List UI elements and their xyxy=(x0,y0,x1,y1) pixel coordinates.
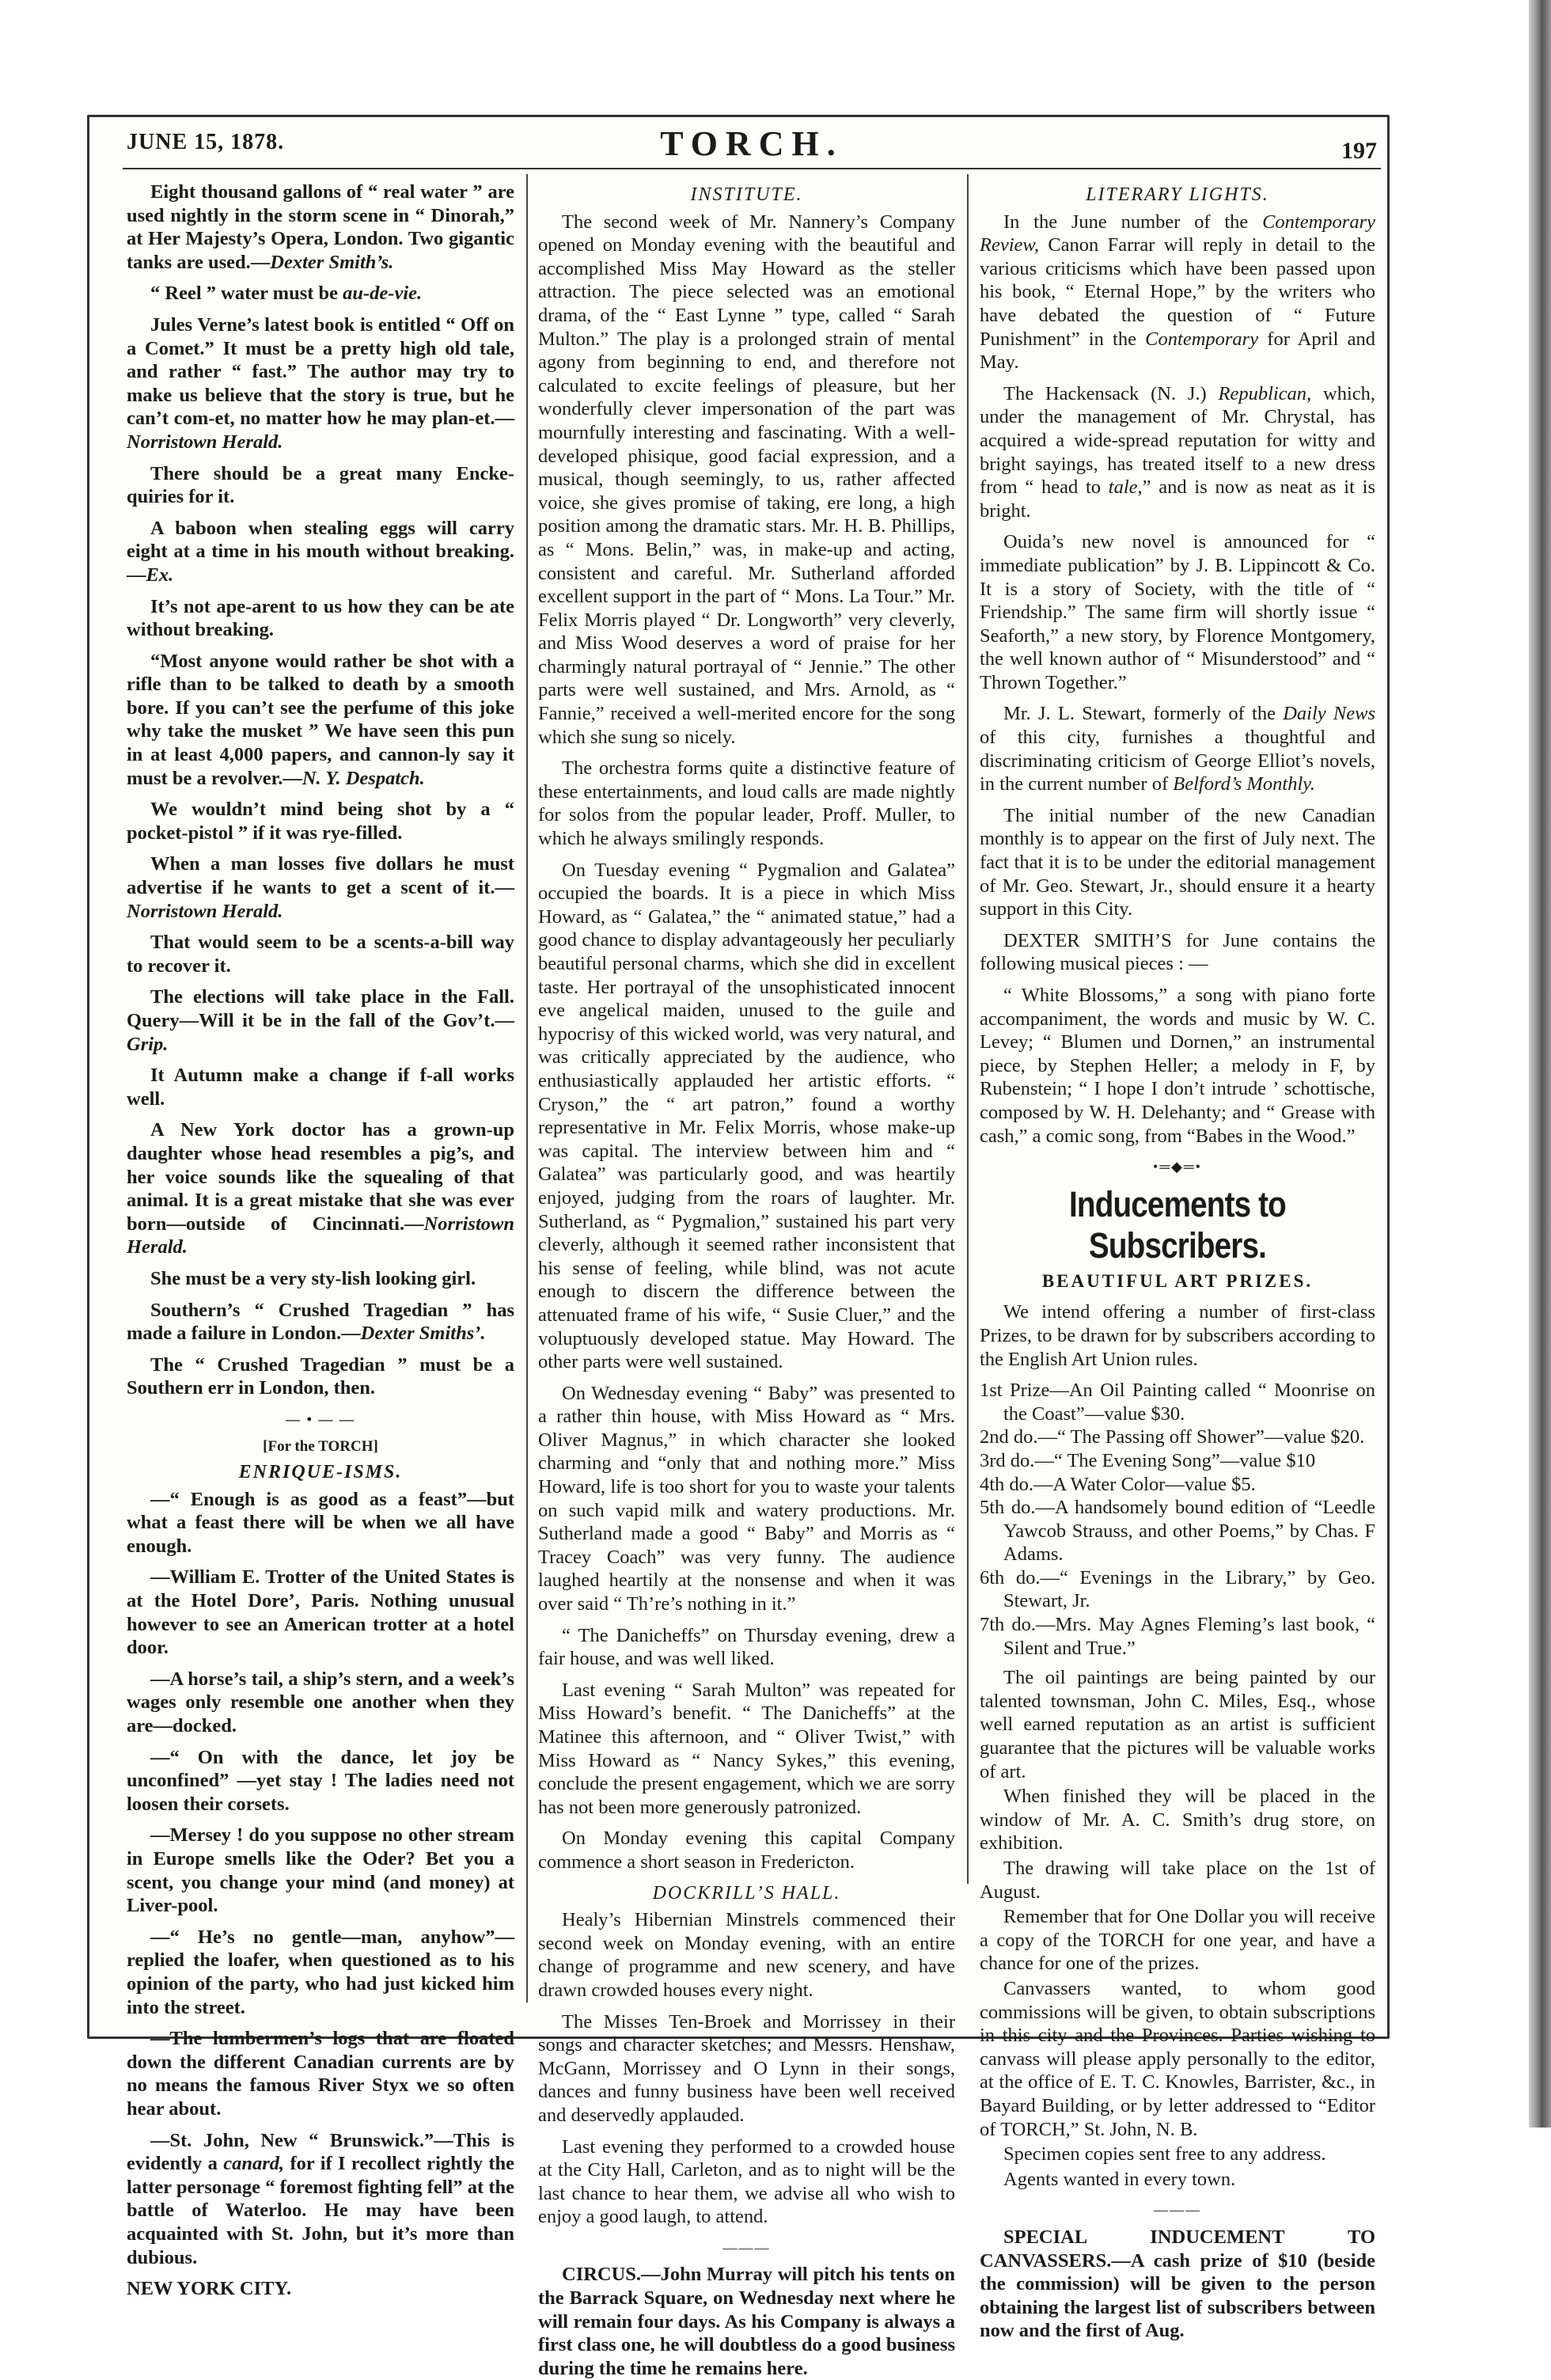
prize-item: 6th do.—“ Evenings in the Library,” by Geo. Stewart, Jr. xyxy=(980,1566,1375,1612)
author-signature: NEW YORK CITY. xyxy=(127,2278,292,2300)
paragraph: The oil paintings are being painted by our talented townsman, John C. Miles, Esq., whose well earned reputation as an artist is sufficient guarantee that the pictures will be valuable works of art. xyxy=(980,1667,1375,1782)
header-rule xyxy=(123,168,1381,169)
prize-item: 5th do.—A handsomely bound edition of “Leedle Yawcob Strauss, and other Poems,” by Chas. F Adams. xyxy=(980,1497,1375,1566)
paragraph: On Monday evening this capital Company commence a short season in Fredericton. xyxy=(538,1828,955,1873)
paragraph: A New York doctor has a grown-up daughter whose head resembles a pig’s, and her voice sounds like the squealing of that animal. It is a great mistake that she was ever born—outside of Cincinnati.—Norristown Herald. xyxy=(127,1119,514,1258)
prize-item: 7th do.—Mrs. May Agnes Fleming’s last book, “ Silent and True.” xyxy=(980,1614,1375,1659)
newspaper-title: TORCH. xyxy=(660,124,844,163)
paragraph: The Misses Ten-Broek and Morrissey in their songs and character sketches; and Messrs. Henshaw, McGann, Morrissey and O Lynn in their songs, dances and funny business have been well received and deservedly applauded. xyxy=(538,2010,955,2126)
paragraph: Last evening “ Sarah Multon” was repeated for Miss Howard’s benefit. “ The Danicheffs” at the Matinee this afternoon, and “ Oliver Twist,” with Miss Howard as “ Nancy Sykes,” this evening, conclude the present engagement, which we are sorry has not been more generously patronized. xyxy=(538,1679,955,1818)
paragraph: Southern’s “ Crushed Tragedian ” has made a failure in London.—Dexter Smiths’. xyxy=(127,1299,514,1345)
prize-item: 2nd do.—“ The Passing off Shower”—value $20. xyxy=(980,1426,1365,1448)
paragraph: In the June number of the Contemporary Review, Canon Farrar will reply in detail to the various criticisms which have been passed upon his book, “ Eternal Hope,” by the writers who have debated the question of “ Future Punishment” in the Contemporary for April and May. xyxy=(980,211,1375,374)
paragraph: Remember that for One Dollar you will receive a copy of the TORCH for one year, and have a chance for one of the prizes. xyxy=(980,1906,1375,1975)
paragraph: That would seem to be a scents-a-bill way to recover it. xyxy=(127,932,514,977)
section-title-literary-lights: LITERARY LIGHTS. xyxy=(1086,184,1269,205)
paragraph: “ The Danicheffs” on Thursday evening, drew a fair house, and was well liked. xyxy=(538,1624,955,1670)
inducements-headline: Inducements to Subscribers. xyxy=(1069,1183,1286,1266)
ornament-rule: — • — — xyxy=(286,1410,355,1427)
paragraph: When finished they will be placed in the window of Mr. A. C. Smith’s drug store, on exhibition. xyxy=(980,1786,1375,1854)
paragraph: DEXTER SMITH’S for June contains the following musical pieces : — xyxy=(980,929,1375,975)
paragraph: SPECIAL INDUCEMENT TO CANVASSERS.—A cash prize of $10 (beside the commission) will be given to the person obtaining the largest list of subscribers between now and the first of Aug. xyxy=(980,2226,1375,2342)
page-number: 197 xyxy=(1341,138,1377,164)
paragraph: Agents wanted in every town. xyxy=(1003,2168,1236,2190)
paragraph: There should be a great many Encke-quiries for it. xyxy=(127,462,514,508)
paragraph: We intend offering a number of first-class Prizes, to be drawn for by subscribers according to the English Art Union rules. xyxy=(980,1301,1375,1370)
paragraph: It Autumn make a change if f-all works well. xyxy=(127,1065,514,1110)
paragraph: —“ He’s no gentle—man, anyhow”—replied the loafer, when questioned as to his opinion of the party, who had just kicked him into the street. xyxy=(127,1926,514,2018)
column-3 xyxy=(980,180,1375,2342)
column-2 xyxy=(538,180,955,2379)
divider-rule: ——— xyxy=(1154,2202,1201,2219)
masthead xyxy=(127,125,1377,169)
paragraph: —A horse’s tail, a ship’s stern, and a week’s wages only resemble one another when they are—docked. xyxy=(127,1668,514,1737)
paragraph: “ Reel ” water must be au-de-vie. xyxy=(150,283,423,305)
prizes-subheadline: BEAUTIFUL ART PRIZES. xyxy=(1041,1270,1314,1291)
paragraph: A baboon when stealing eggs will carry eight at a time in his mouth without breaking.—Ex. xyxy=(127,517,514,586)
paragraph: CIRCUS.—John Murray will pitch his tents on the Barrack Square, on Wednesday next where he will remain four days. As his Company is always a first class one, he will doubtless do a good business during the time he remains here. xyxy=(538,2264,955,2379)
paragraph: Mr. J. L. Stewart, formerly of the Daily News of this city, furnishes a thoughtful and discriminating criticism of George Elliot’s novels, in the current number of Belford’s Monthly. xyxy=(980,703,1375,795)
scan-page-edge xyxy=(1529,0,1551,2128)
paragraph: On Tuesday evening “ Pygmalion and Galatea” occupied the boards. It is a piece in which Miss Howard, as “ Galatea,” the “ animated statue,” had a good chance to display advantageously her peculiarly beautiful personal charms, which she did in excellent taste. Her portrayal of the unsophisticated innocent eve angelical maiden, unused to the guile and hypocrisy of this wicked world, was very natural, and was critically appreciated by the audience, who enthusiastically applauded her artistic efforts. “ Cryson,” the “ art patron,” found a worthy representative in Mr. Felix Morris, whose make-up was capital. The interview between him and “ Galatea” was particularly good, and was heartily enjoyed, judging from the roars of laughter. Mr. Sutherland, as “ Pygmalion,” sustained his part very cleverly, although it seemed rather inconsistent that his sense of feeling, while blind, was not acute enough to discern the difference between the attenuated frame of his wife, “ Susie Cluer,” and the voluptuously developed statue. May Howard. The other parts were well sustained. xyxy=(538,859,955,1373)
divider-rule: ——— xyxy=(722,2239,771,2256)
column-1 xyxy=(127,180,514,2300)
paragraph: —“ Enough is as good as a feast”—but what a feast there will be when we all have enough. xyxy=(127,1488,514,1557)
prize-list xyxy=(980,1379,1375,1660)
paragraph: Specimen copies sent free to any address. xyxy=(1003,2143,1326,2166)
paragraph: —William E. Trotter of the United States is at the Hotel Dore’, Paris. Nothing unusual however to see an American trotter at a hotel door. xyxy=(127,1566,514,1659)
paragraph: The Hackensack (N. J.) Republican, which, under the management of Mr. Chrystal, has acquired a wide-spread reputation for witty and bright sayings, has treated itself to a new dress from “ head to tale,” and is now as neat as it is bright. xyxy=(980,382,1375,522)
paragraph: —“ On with the dance, let joy be unconfined” —yet stay ! The ladies need not loosen their corsets. xyxy=(127,1746,514,1815)
paragraph: The “ Crushed Tragedian ” must be a Southern err in London, then. xyxy=(127,1353,514,1399)
section-title-enrique-isms: ENRIQUE-ISMS. xyxy=(238,1462,403,1483)
paragraph: “Most anyone would rather be shot with a rifle than to be talked to death by a smooth bore. If you can’t see the perfume of this joke why take the musket ” We have seen this pun in at least 4,000 papers, and cannon-ly say it must be a revolver.—N. Y. Despatch. xyxy=(127,650,514,789)
prize-item: 3rd do.—“ The Evening Song”—value $10 xyxy=(980,1449,1316,1471)
issue-date: JUNE 15, 1878. xyxy=(127,130,285,154)
prize-item: 1st Prize—An Oil Painting called “ Moonrise on the Coast”—value $30. xyxy=(980,1380,1375,1425)
paragraph: The elections will take place in the Fall. Query—Will it be in the fall of the Gov’t.—Grip. xyxy=(127,986,514,1055)
byline-label: [For the TORCH] xyxy=(263,1437,378,1455)
paragraph: We wouldn’t mind being shot by a “ pocket-pistol ” if it was rye-filled. xyxy=(127,799,514,844)
paragraph: —Mersey ! do you suppose no other stream in Europe smells like the Oder? Bet you a scent, you change your mind (and money) at Liver-pool. xyxy=(127,1824,514,1917)
paragraph: Last evening they performed to a crowded house at the City Hall, Carleton, and as to night will be the last chance to hear them, we advise all who wish to enjoy a good laugh, to attend. xyxy=(538,2135,955,2228)
column-divider xyxy=(526,174,528,2002)
section-title-dockrills-hall: DOCKRILL’S HALL. xyxy=(652,1882,841,1904)
paragraph: The initial number of the new Canadian monthly is to appear on the first of July next. The fact that it is to be under the editorial management of Mr. Geo. Stewart, Jr., should ensure it a hearty support in this City. xyxy=(980,804,1375,920)
paragraph: It’s not ape-arent to us how they can be ate without breaking. xyxy=(127,595,514,641)
paragraph: When a man losses five dollars he must advertise if he wants to get a scent of it.—Norristown Herald. xyxy=(127,853,514,922)
paragraph: The second week of Mr. Nannery’s Company opened on Monday evening with the beautiful and accomplished Miss May Howard as the steller attraction. The piece selected was an emotional drama, of the “ East Lynne ” type, called “ Sarah Multon.” The play is a prolonged strain of mental agony from beginning to end, and therefore not calculated to excite feelings of pleasure, but her wonderfully clever impersonation of the part was mournfully interesting and fascinating. With a well-developed phisique, good facial expression, and a musical, though seemingly, to us, rather affected voice, she gives promise of taking, ere long, a high position among the dramatic stars. Mr. H. B. Phillips, as “ Mons. Belin,” was, in make-up and acting, consistent and careful. Mr. Sutherland afforded excellent support in the part of “ Mons. La Tour.” Mr. Felix Morris played “ Dr. Longworth” very cleverly, and Miss Wood deserves a word of praise for her charmingly natural portrayal of “ Jennie.” The other parts were well sustained, and Mrs. Arnold, as “ Fannie,” received a well-merited encore for the song which she sung so nicely. xyxy=(538,211,955,748)
prize-item: 4th do.—A Water Color—value $5. xyxy=(980,1473,1256,1495)
ornament-icon: •═◆═• xyxy=(1153,1159,1202,1175)
column-divider xyxy=(967,174,969,1884)
paragraph: Healy’s Hibernian Minstrels commenced their second week on Monday evening, with an entire change of programme and new scenery, and have drawn crowded houses every night. xyxy=(538,1909,955,2001)
section-title-institute: INSTITUTE. xyxy=(690,184,803,205)
paragraph: The drawing will take place on the 1st of August. xyxy=(980,1858,1375,1903)
paragraph: —St. John, New “ Brunswick.”—This is evidently a canard, for if I recollect rightly the latter personage “ foremost fighting fell” at the battle of Waterloo. He may have been acquainted with St. John, but it’s more than dubious. xyxy=(127,2129,514,2268)
paragraph: The orchestra forms quite a distinctive feature of these entertainments, and loud calls are made nightly for solos from the popular leader, Proff. Muller, to which he always smilingly responds. xyxy=(538,757,955,850)
paragraph: “ White Blossoms,” a song with piano forte accompaniment, the words and music by W. C. Levey; “ Blumen und Dornen,” an instrumental piece, by Stephen Heller; a melody in F, by Rubenstein; “ I hope I don’t intrude ’ schottische, composed by W. H. Delehanty; and “ Grease with cash,” a comic song, from “Babes in the Wood.” xyxy=(980,985,1375,1147)
paragraph: Ouida’s new novel is announced for “ immediate publication” by J. B. Lippincott & Co. It is a story of Society, with the title of “ Friendship.” The same firm will shortly issue “ Seaforth,” a new story, by Florence Montgomery, the well known author of “ Misunderstood” and “ Thrown Together.” xyxy=(980,531,1375,693)
paragraph: She must be a very sty-lish looking girl. xyxy=(150,1267,476,1289)
paragraph: On Wednesday evening “ Baby” was presented to a rather thin house, with Miss Howard as “ Mrs. Oliver Magnus,” in which character she looked charming and “only that and nothing more.” Miss Howard, life is too short for you to waste your talents on such vapid milk and watery productions. Mr. Sutherland made a good “ Baby” and Morris as “ Tracey Coach” was very funny. The audience laughed heartily at the nonsense and when it was over said “ Th’re’s nothing in it.” xyxy=(538,1382,955,1615)
paragraph: —The lumbermen’s logs that are floated down the different Canadian currents are by no means the famous River Styx we so often hear about. xyxy=(127,2028,514,2120)
paragraph: Jules Verne’s latest book is entitled “ Off on a Comet.” It must be a pretty high old tale, and rather “ fast.” The author may try to make us believe that the story is true, but he can’t com-et, no matter how he may plan-et.—Norristown Herald. xyxy=(127,313,514,453)
paragraph: Canvassers wanted, to whom good commissions will be given, to obtain subscriptions in this city and the Provinces. Parties wishing to canvass will please apply personally to the editor, at the office of E. T. C. Knowles, Barrister, &c., in Bayard Building, or by letter addressed to “Editor of TORCH,” St. John, N. B. xyxy=(980,1977,1375,2140)
paragraph: Eight thousand gallons of “ real water ” are used nightly in the storm scene in “ Dinorah,” at Her Majesty’s Opera, London. Two gigantic tanks are used.—Dexter Smith’s. xyxy=(127,181,514,273)
